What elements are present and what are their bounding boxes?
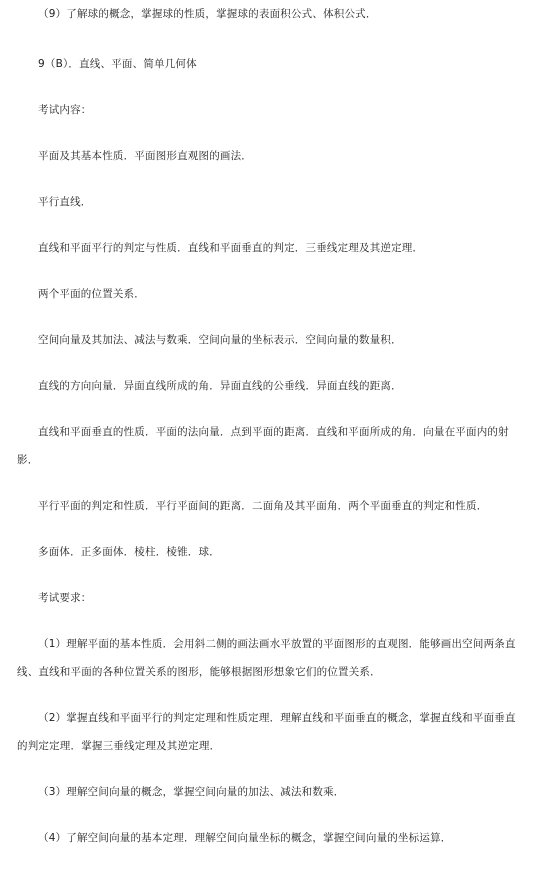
paragraph-polyhedra: 多面体．正多面体．棱柱．棱锥．球．: [38, 546, 220, 558]
exam-content-heading: 考试内容：: [38, 104, 92, 116]
paragraph-space-vectors: 空间向量及其加法、减法与数乘．空间向量的坐标表示．空间向量的数量积．: [38, 334, 402, 346]
requirement-2: （2）掌握直线和平面平行的判定定理和性质定理．理解直线和平面垂直的概念，掌握直线和平面垂直: [38, 712, 516, 724]
paragraph-two-planes: 两个平面的位置关系．: [38, 288, 145, 300]
paragraph-direction-vector: 直线的方向向量．异面直线所成的角．异面直线的公垂线．异面直线的距离．: [38, 380, 402, 392]
exam-requirements-heading: 考试要求：: [38, 592, 92, 604]
paragraph-sphere-requirement: （9）了解球的概念，掌握球的性质，掌握球的表面积公式、体积公式．: [38, 8, 377, 20]
paragraph-line-plane-perpendicular: 直线和平面垂直的性质．平面的法向量．点到平面的距离．直线和平面所成的角．向量在平面内的射: [38, 426, 509, 438]
requirement-3: （3）理解空间向量的概念，掌握空间向量的加法、减法和数乘．: [38, 786, 345, 798]
paragraph-plane-properties: 平面及其基本性质．平面图形直观图的画法．: [38, 150, 252, 162]
requirement-4: （4）了解空间向量的基本定理．理解空间向量坐标的概念，掌握空间向量的坐标运算．: [38, 832, 452, 844]
requirement-2-cont: 的判定定理．掌握三垂线定理及其逆定理．: [17, 740, 221, 752]
requirement-1-cont: 线、直线和平面的各种位置关系的图形，能够根据图形想象它们的位置关系．: [17, 666, 381, 678]
section-heading-9b: 9（B）．直线、平面、简单几何体: [38, 58, 197, 70]
requirement-1: （1）理解平面的基本性质．会用斜二侧的画法画水平放置的平面图形的直观图．能够画出空间两条直: [38, 638, 516, 650]
paragraph-line-plane-parallel: 直线和平面平行的判定与性质．直线和平面垂直的判定．三垂线定理及其逆定理．: [38, 242, 424, 254]
paragraph-parallel-planes: 平行平面的判定和性质．平行平面间的距离．二面角及其平面角．两个平面垂直的判定和性质．: [38, 500, 488, 512]
paragraph-line-plane-perpendicular-cont: 影．: [17, 454, 39, 466]
paragraph-parallel-lines: 平行直线．: [38, 196, 92, 208]
